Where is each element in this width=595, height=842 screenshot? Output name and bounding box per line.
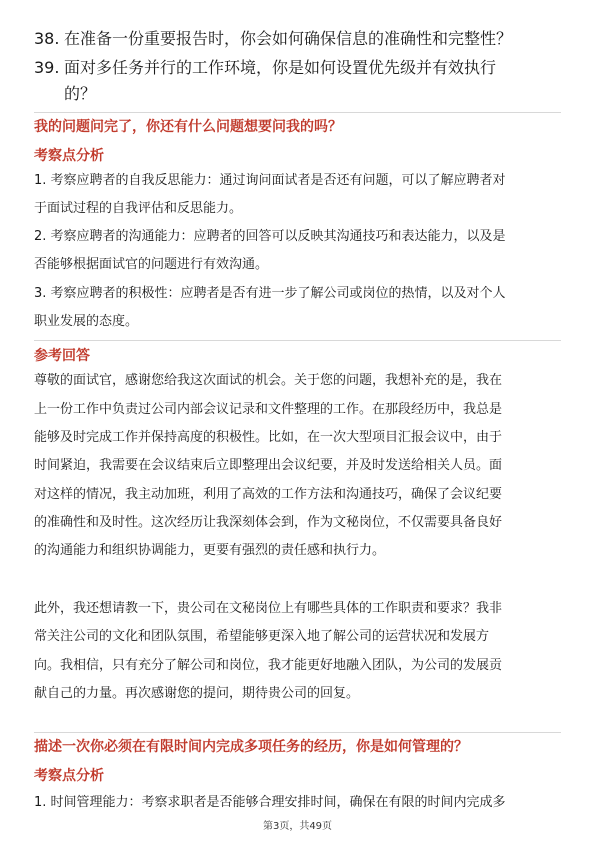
answer-line: 尊敬的面试官，感谢您给我这次面试的机会。关于您的问题，我想补充的是，我在 bbox=[34, 373, 503, 388]
page-number-footer: 第3页，共49页 bbox=[262, 821, 333, 832]
answer-line: 的沟通能力和组织协调能力，更要有强烈的责任感和执行力。 bbox=[34, 543, 386, 558]
question-number: 39. bbox=[34, 58, 60, 77]
question-text: 面对多任务并行的工作环境，你是如何设置优先级并有效执行 bbox=[64, 58, 497, 77]
answer-line: 向。我相信，只有充分了解公司和岗位，我才能更好地融入团队，为公司的发展贡 bbox=[34, 658, 503, 673]
analysis-line: 2. 考察应聘者的沟通能力：应聘者的回答可以反映其沟通技巧和表达能力，以及是 bbox=[34, 229, 506, 244]
question-text: 在准备一份重要报告时，你会如何确保信息的准确性和完整性？ bbox=[64, 29, 513, 48]
question-number: 38. bbox=[34, 29, 60, 48]
analysis-line: 1. 考察应聘者的自我反思能力：通过询问面试者是否还有问题，可以了解应聘者对 bbox=[34, 173, 506, 188]
interview-question-title: 我的问题问完了，你还有什么问题想要问我的吗？ bbox=[34, 119, 342, 135]
section-divider bbox=[34, 732, 561, 733]
analysis-line: 于面试过程的自我评估和反思能力。 bbox=[34, 201, 243, 216]
analysis-line: 否能够根据面试官的问题进行有效沟通。 bbox=[34, 257, 269, 272]
answer-line: 的准确性和及时性。这次经历让我深刻体会到，作为文秘岗位，不仅需要具备良好 bbox=[34, 515, 503, 530]
answer-line: 献自己的力量。再次感谢您的提问，期待贵公司的回复。 bbox=[34, 686, 360, 701]
answer-line: 时间紧迫，我需要在会议结束后立即整理出会议纪要，并及时发送给相关人员。面 bbox=[34, 458, 503, 473]
answer-line: 上一份工作中负责过公司内部会议记录和文件整理的工作。在那段经历中，我总是 bbox=[34, 402, 503, 417]
answer-line: 对这样的情况，我主动加班，利用了高效的工作方法和沟通技巧，确保了会议纪要 bbox=[34, 487, 503, 502]
answer-heading: 参考回答 bbox=[34, 348, 90, 364]
answer-line: 此外，我还想请教一下，贵公司在文秘岗位上有哪些具体的工作职责和要求？我非 bbox=[34, 601, 503, 616]
answer-line: 常关注公司的文化和团队氛围，希望能够更深入地了解公司的运营状况和发展方 bbox=[34, 629, 490, 644]
interview-question-title: 描述一次你必须在有限时间内完成多项任务的经历，你是如何管理的？ bbox=[34, 739, 468, 755]
question-39 bbox=[34, 55, 564, 107]
analysis-line: 职业发展的态度。 bbox=[34, 314, 139, 329]
section-divider bbox=[34, 112, 561, 113]
answer-line: 能够及时完成工作并保持高度的积极性。比如，在一次大型项目汇报会议中，由于 bbox=[34, 430, 503, 445]
question-text-continued: 的？ bbox=[64, 84, 97, 103]
analysis-heading: 考察点分析 bbox=[34, 148, 104, 164]
analysis-line: 3. 考察应聘者的积极性：应聘者是否有进一步了解公司或岗位的热情，以及对个人 bbox=[34, 286, 506, 301]
section-divider bbox=[34, 340, 561, 341]
analysis-heading: 考察点分析 bbox=[34, 768, 104, 784]
analysis-line: 1. 时间管理能力：考察求职者是否能够合理安排时间，确保在有限的时间内完成多 bbox=[34, 795, 506, 810]
